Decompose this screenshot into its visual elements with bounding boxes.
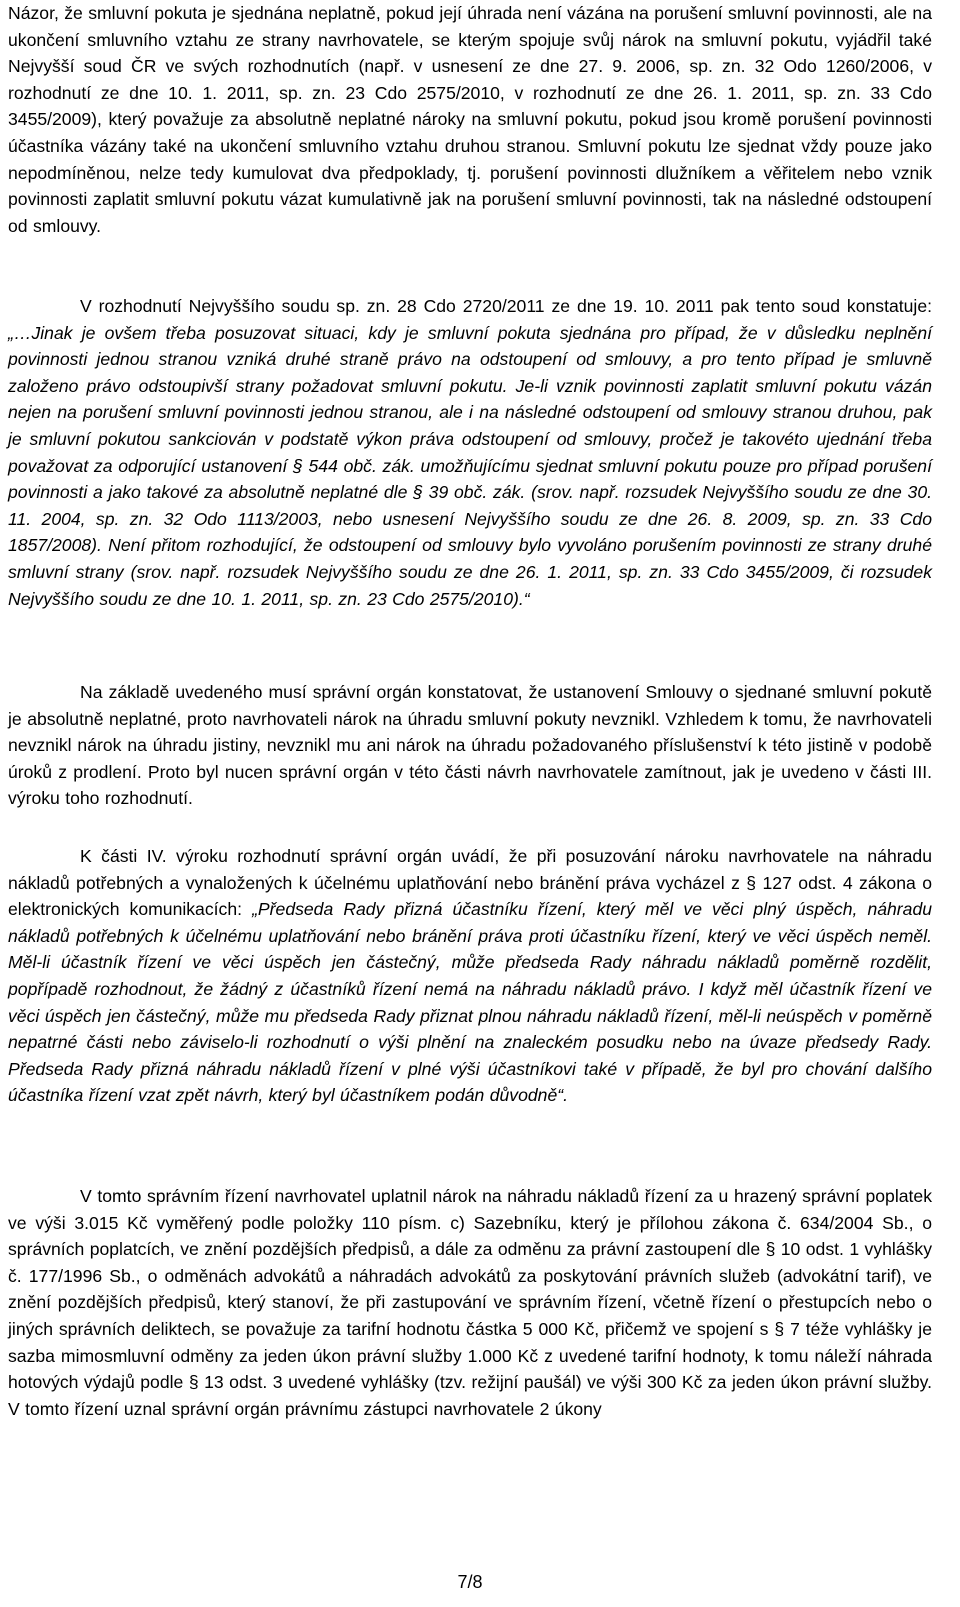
paragraph-conclusion: [8, 679, 932, 812]
paragraph-contract-penalty-opinion: [8, 0, 932, 239]
paragraph-claimed-costs: [8, 1183, 932, 1422]
law-quotation: „Předseda Rady přizná účastníku řízení, který měl ve věci plný úspěch, náhradu nákladů potřebných k účelnému uplatňování nebo bránění práva proti účastníku řízení, který ve věci úspěch neměl. Měl-li účastník řízení ve věci úspěch jen částečný, může předseda Rady náhradu nákladů poměrně rozdělit, popřípadě rozhodnout, že žádný z účastníků řízení nemá na náhradu nákladů právo. I když měl účastník řízení ve věci úspěch jen částečný, může mu předseda Rady přiznat plnou náhradu nákladů řízení, měl-li neúspěch v poměrně nepatrné části nebo záviselo-li rozhodnutí o výši plnění na znaleckém posudku nebo na úvaze předsedy Rady. Předseda Rady přizná náhradu nákladů řízení v plné výši účastníkovi také v případě, že byl pro chování dalšího účastníka řízení vzat zpět návrh, který byl účastníkem podán důvodně“.: [8, 899, 933, 1106]
court-quotation: „…Jinak je ovšem třeba posuzovat situaci, kdy je smluvní pokuta sjednána pro případ, že v důsledku neplnění povinnosti jednou stranou vzniká druhé straně právo na odstoupení od smlouvy, a pro tento případ je smluvně založeno právo odstoupivší strany požadovat smluvní pokutu. Je-li vznik povinnosti zaplatit smluvní pokutu vázán nejen na porušení smluvní povinnosti jednou stranou, ale i na následné odstoupení od smlouvy stranou druhou, pak je smluvní pokutou sankciován v podstatě výkon práva odstoupení od smlouvy, pročež je takovéto ujednání třeba považovat za odporující ustanovení § 544 obč. zák. umožňujícímu sjednat smluvní pokutu pouze pro případ porušení povinnosti a jako takové za absolutně neplatné dle § 39 obč. zák. (srov. např. rozsudek Nejvyššího soudu ze dne 30. 11. 2004, sp. zn. 32 Odo 1113/2003, nebo usnesení Nejvyššího soudu ze dne 26. 8. 2009, sp. zn. 33 Cdo 1857/2008). Není přitom rozhodující, že odstoupení od smlouvy bylo vyvoláno porušením povinnosti ze strany druhé smluvní strany (srov. např. rozsudek Nejvyššího soudu ze dne 26. 1. 2011, sp. zn. 33 Cdo 3455/2009, či rozsudek Nejvyššího soudu ze dne 10. 1. 2011, sp. zn. 23 Cdo 2575/2010).“: [8, 322, 932, 609]
paragraph-intro-text: V rozhodnutí Nejvyššího soudu sp. zn. 28 Cdo 2720/2011 ze dne 19. 10. 2011 pak tento soud konstatuje:: [80, 296, 932, 316]
paragraph-text: Názor, že smluvní pokuta je sjednána neplatně, pokud její úhrada není vázána na porušení smluvní povinnosti, ale na ukončení smluvního vztahu ze strany navrhovatele, se kterým spojuje svůj nárok na smluvní pokutu, vyjádřil také Nejvyšší soud ČR ve svých rozhodnutích (např. v usnesení ze dne 27. 9. 2006, sp. zn. 32 Odo 1260/2006, v rozhodnutí ze dne 10. 1. 2011, sp. zn. 23 Cdo 2575/2010, v rozhodnutí ze dne 26. 1. 2011, sp. zn. 33 Cdo 3455/2009), který považuje za absolutně neplatné nároky na smluvní pokutu, pokud jsou kromě porušení povinnosti účastníka vázány také na ukončení smluvního vztahu druhou stranou. Smluvní pokutu lze sjednat vždy pouze jako nepodmíněnou, nelze tedy kumulovat dva předpoklady, tj. porušení povinnosti dlužníkem a věřitelem nebo vznik povinnosti zaplatit smluvní pokutu vázat kumulativně jak na porušení smluvní povinnosti, tak na následné odstoupení od smlouvy.: [8, 3, 932, 236]
paragraph-costs-part-iv: [8, 843, 932, 1109]
page-number: 7/8: [457, 1572, 483, 1592]
paragraph-intro-text: K části IV. výroku rozhodnutí správní orgán uvádí, že při posuzování nároku navrhovatele na náhradu nákladů potřebných a vynaložených k účelnému uplatňování nebo bránění práva vycházel z § 127 odst. 4 zákona o elektronických komunikacích:: [8, 846, 932, 920]
paragraph-text: V tomto správním řízení navrhovatel uplatnil nárok na náhradu nákladů řízení za u hrazený správní poplatek ve výši 3.015 Kč vyměřený podle položky 110 písm. c) Sazebníku, který je přílohou zákona č. 634/2004 Sb., o správních poplatcích, ve znění pozdějších předpisů, a dále za odměnu za právní zastoupení dle § 10 odst. 1 vyhlášky č. 177/1996 Sb., o odměnách advokátů a náhradách advokátů za poskytování právních služeb (advokátní tarif), ve znění pozdějších předpisů, který stanoví, že při zastupování ve správním řízení, včetně řízení o přestupcích nebo o jiných správních deliktech, se považuje za tarifní hodnotu částka 5 000 Kč, přičemž ve spojení s § 7 téže vyhlášky je sazba mimosmluvní odměny za jeden úkon právní služby 1.000 Kč z uvedené tarifní hodnoty, k tomu náleží náhrada hotových výdajů podle § 13 odst. 3 uvedené vyhlášky (tzv. režijní paušál) ve výši 300 Kč za jeden úkon právní služby. V tomto řízení uznal správní orgán právnímu zástupci navrhovatele 2 úkony: [8, 1186, 932, 1419]
paragraph-text: Na základě uvedeného musí správní orgán konstatovat, že ustanovení Smlouvy o sjednané smluvní pokutě je absolutně neplatné, proto navrhovateli nárok na úhradu smluvní pokuty nevznikl. Vzhledem k tomu, že navrhovateli nevznikl nárok na úhradu jistiny, nevznikl mu ani nárok na úhradu požadovaného příslušenství k této jistině v podobě úroků z prodlení. Proto byl nucen správní orgán v této části návrh navrhovatele zamítnout, jak je uvedeno v části III. výroku toho rozhodnutí.: [8, 682, 932, 809]
paragraph-supreme-court-quote: [8, 293, 932, 612]
